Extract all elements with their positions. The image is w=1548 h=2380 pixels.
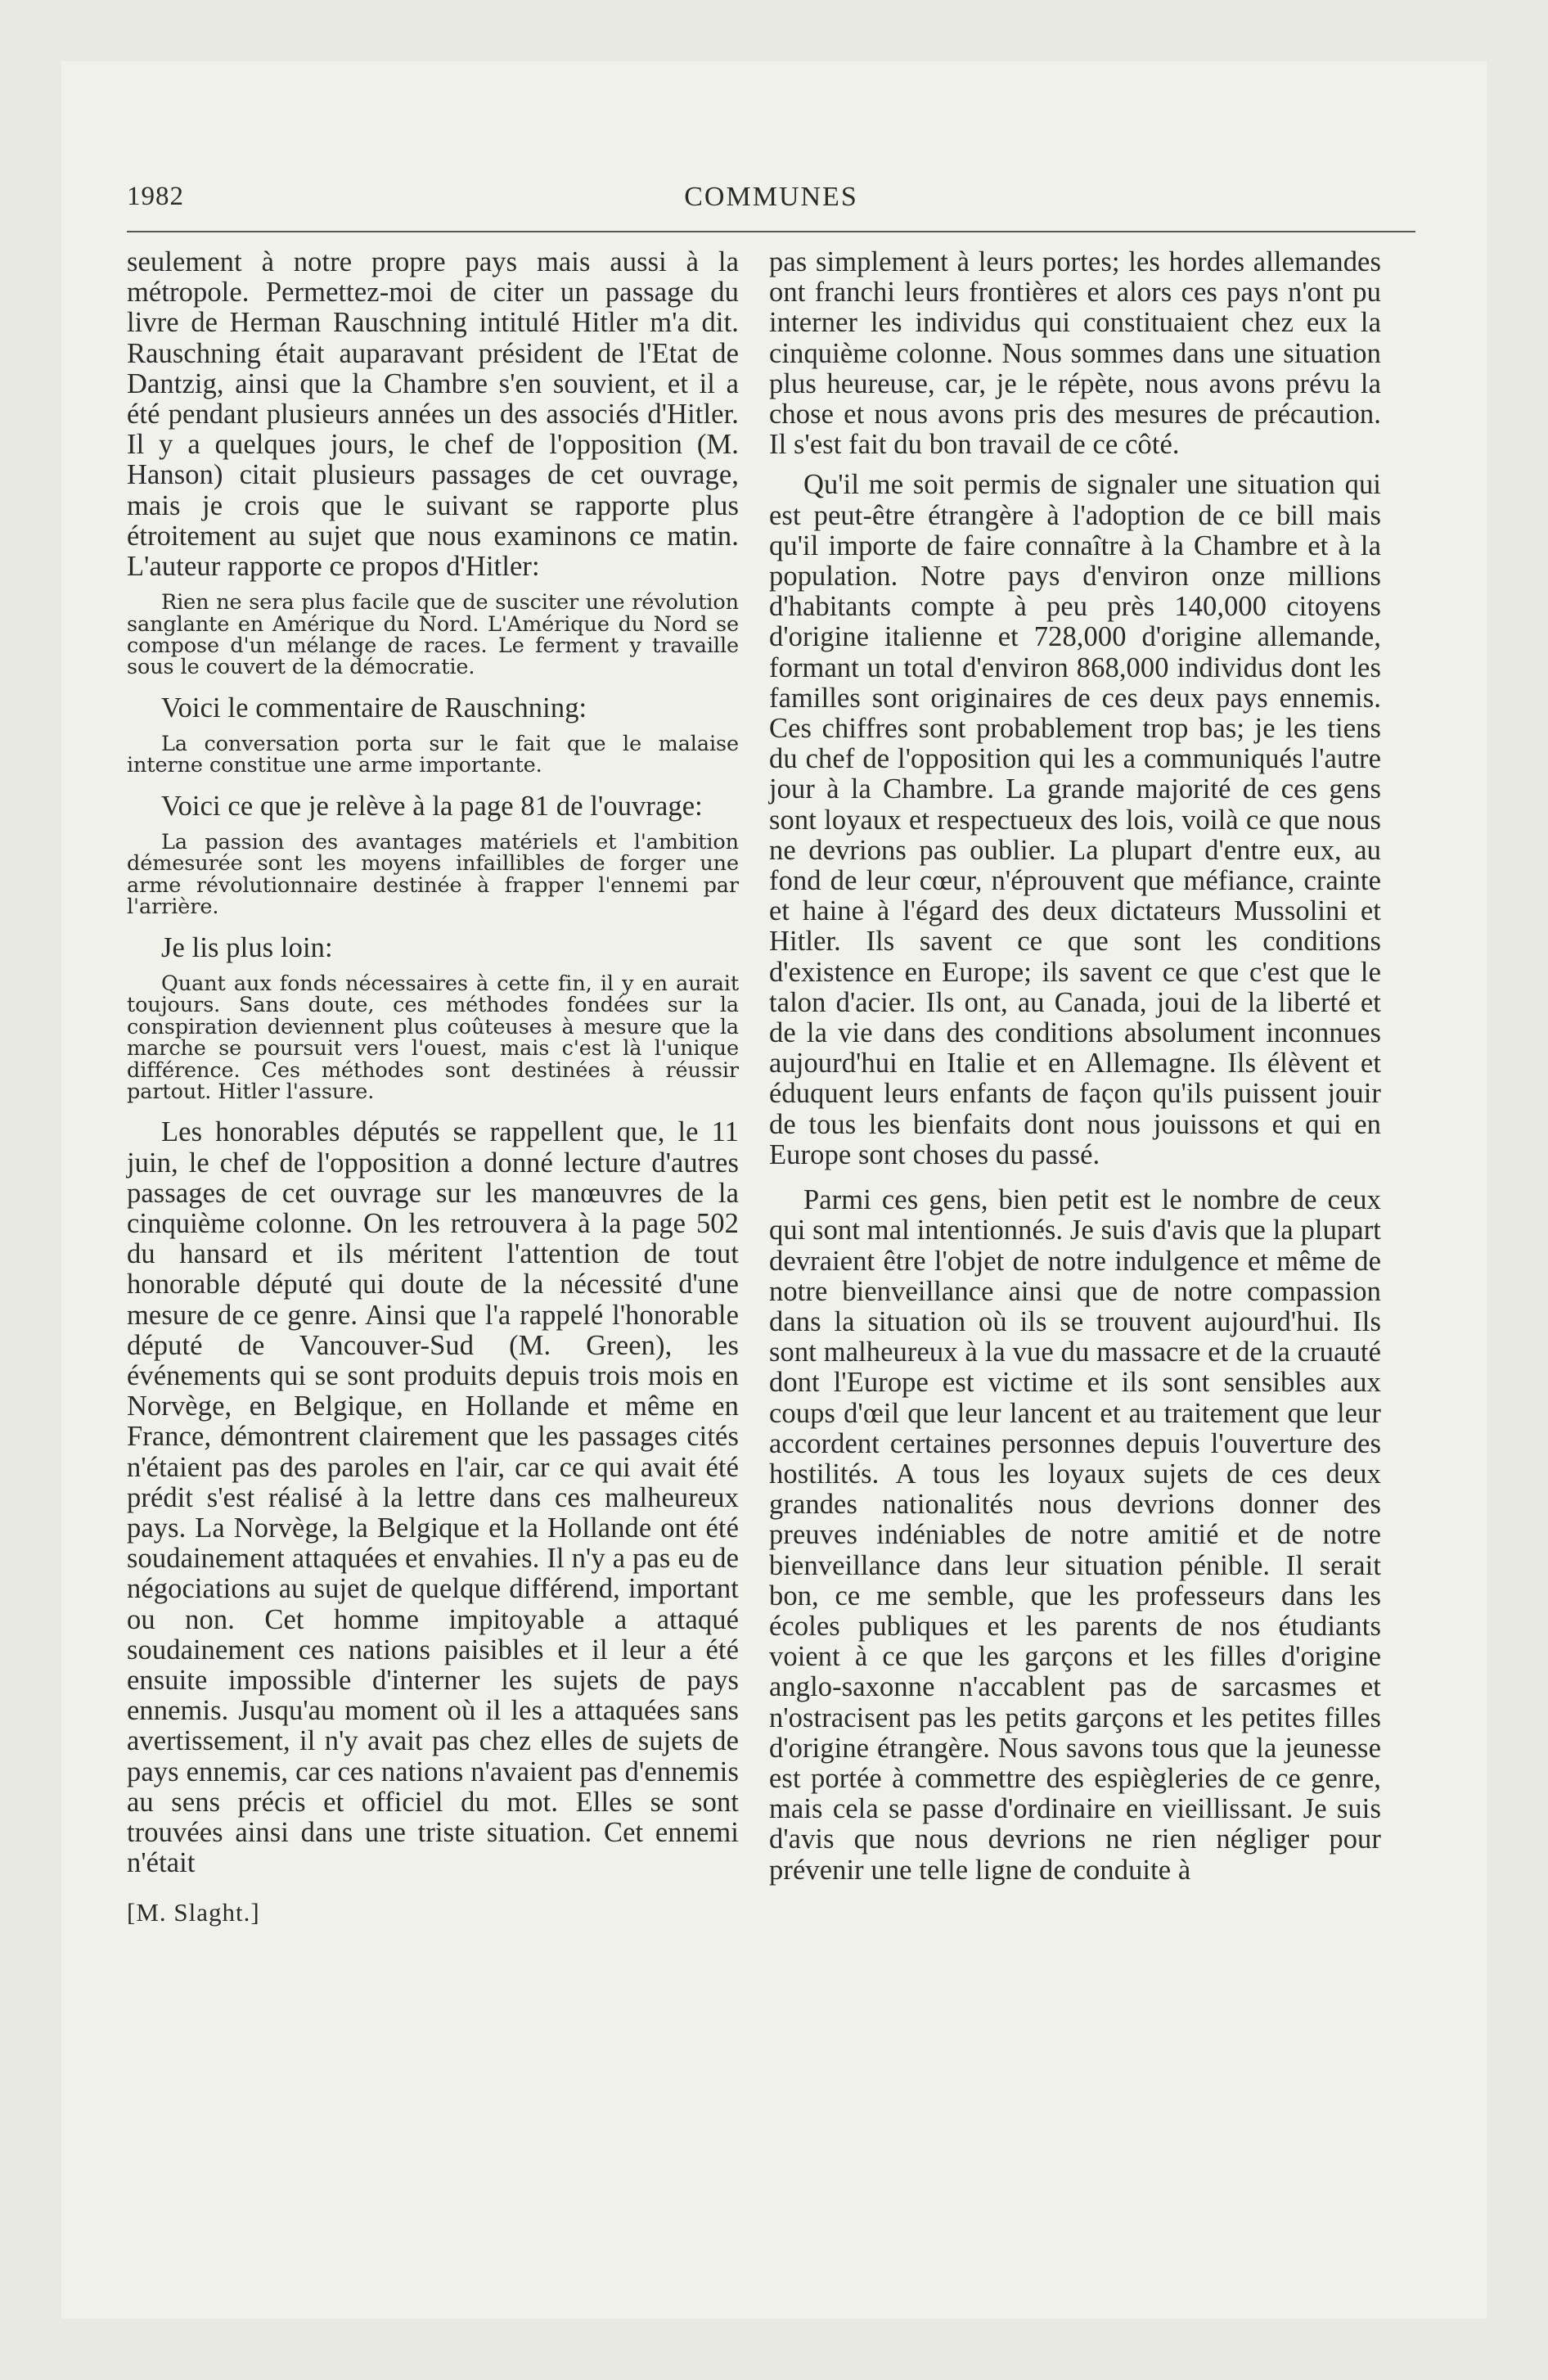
running-title: COMMUNES — [684, 182, 858, 212]
paragraph: Parmi ces gens, bien petit est le nombre de ceux qui sont mal intentionnés. Je suis d'avis que la plupart devraient être l'objet de notre indulgence et même de notre bienveillance ainsi que de notre compassion dans la situation où ils se trouvent aujourd'hui. Ils sont malheureux à la vue du massacre et de la cruauté dont l'Europe est victime et ils sont sensibles aux coups d'œil que leur lancent et au traitement que leur accordent certaines personnes depuis l'ouverture des hostilités. A tous les loyaux sujets de ces deux grandes nationalités nous devrions donner des preuves indéniables de notre amitié et de notre bienveillance dans leur situation pénible. Il serait bon, ce me semble, que les professeurs dans les écoles publiques et les parents de nos étudiants voient à ce que les garçons et les filles d'origine anglo-saxonne n'accablent pas de sarcasmes et n'ostracisent pas les petits garçons et les petites filles d'origine étrangère. Nous savons tous que la jeunesse est portée à commettre des espiègleries de ce genre, mais cela se passe d'ordinaire en vieillissant. Je suis d'avis que nous devrions ne rien négliger pour prévenir une telle ligne de conduite à — [769, 1184, 1381, 1886]
page-header — [127, 182, 1415, 218]
paragraph: pas simplement à leurs portes; les hordes allemandes ont franchi leurs frontières et alors ces pays n'ont pu interner les individus qui constituaient chez eux la cinquième colonne. Nous sommes dans une situation plus heureuse, car, je le répète, nous avons prévu la chose et nous avons pris des mesures de précaution. Il s'est fait du bon travail de ce côté. — [769, 246, 1381, 461]
block-quote: La passion des avantages matériels et l'ambition démesurée sont les moyens infaillibles de forger une arme révolutionnaire destinée à frapper l'ennemi par l'arrière. — [127, 830, 739, 920]
paragraph: Les honorables députés se rappellent que, le 11 juin, le chef de l'opposition a donné lecture d'autres passages de cet ouvrage sur les manœuvres de la cinquième colonne. On les retrouvera à la page 502 du hansard et ils méritent l'attention de tout honorable député qui doute de la nécessité d'une mesure de ce genre. Ainsi que l'a rappelé l'honorable député de Vancouver-Sud (M. Green), les événements qui se sont produits depuis trois mois en Norvège, en Belgique, en Hollande et même en France, démontrent clairement que les passages cités n'étaient pas des paroles en l'air, car ce qui avait été prédit s'est réalisé à la lettre dans ces malheureux pays. La Norvège, la Belgique et la Hollande ont été soudainement attaquées et envahies. Il n'y a pas eu de négociations au sujet de quelque différend, important ou non. Cet homme impitoyable a attaqué soudainement ces nations paisibles et il leur a été ensuite impossible d'interner les sujets de pays ennemis. Jusqu'au moment où il les a attaquées sans avertissement, il n'y avait pas chez elles de sujets de pays ennemis, car ces nations n'avaient pas d'ennemis au sens précis et officiel du mot. Elles se sont trouvées ainsi dans une triste situation. Cet ennemi n'était — [127, 1116, 739, 1879]
paragraph: Voici le commentaire de Rauschning: — [161, 692, 587, 723]
right-column — [769, 247, 1381, 1886]
header-rule — [127, 231, 1415, 232]
paragraph: Je lis plus loin: — [161, 931, 333, 963]
paragraph: Voici ce que je relève à la page 81 de l'ouvrage: — [161, 790, 703, 822]
block-quote: La conversation porta sur le fait que le malaise interne constitue une arme importante. — [127, 732, 739, 778]
paragraph: Qu'il me soit permis de signaler une situation qui est peut-être étrangère à l'adoption de ce bill mais qu'il importe de faire connaître à la Chambre et à la population. Notre pays d'environ onze millions d'habitants compte à peu près 140,000 citoyens d'origine italienne et 728,000 d'origine allemande, formant un total d'environ 868,000 individus dont les familles sont originaires de ces deux pays ennemis. Ces chiffres sont probablement trop bas; je les tiens du chef de l'opposition qui les a communiqués l'autre jour à la Chambre. La grande majorité de ces gens sont loyaux et respectueux des lois, voilà ce que nous ne devrions pas oublier. La plupart d'entre eux, au fond de leur cœur, n'éprouvent que méfiance, crainte et haine à l'égard des deux dictateurs Mussolini et Hitler. Ils savent ce que sont les conditions d'existence en Europe; ils savent ce que c'est que le talon d'acier. Ils ont, au Canada, joui de la liberté et de la vie dans des conditions absolument inconnues aujourd'hui en Italie et en Allemagne. Ils élèvent et éduquent leurs enfants de façon qu'ils puissent jouir de tous les bienfaits dont nous jouissons et qui en Europe sont choses du passé. — [769, 469, 1381, 1170]
page-number: 1982 — [127, 182, 184, 211]
block-quote: Quant aux fonds nécessaires à cette fin, il y en aurait toujours. Sans doute, ces méthodes fondées sur la conspiration deviennent plus coûteuses à mesure que la marche se poursuit vers l'ouest, mais c'est là l'unique différence. Ces méthodes sont destinées à réussir partout. Hitler l'assure. — [127, 971, 739, 1104]
block-quote: Rien ne sera plus facile que de susciter une révolution sanglante en Amérique du Nord. L'Amérique du Nord se compose d'un mélange de races. Le ferment y travaille sous le couvert de la démocratie. — [127, 590, 739, 680]
speaker-signature: [M. Slaght.] — [127, 1898, 260, 1927]
left-column — [127, 247, 739, 1927]
paragraph: seulement à notre propre pays mais aussi à la métropole. Permettez-moi de citer un passage du livre de Herman Rauschning intitulé Hitler m'a dit. Rauschning était auparavant président de l'Etat de Dantzig, ainsi que la Chambre s'en souvient, et il a été pendant plusieurs années un des associés d'Hitler. Il y a quelques jours, le chef de l'opposition (M. Hanson) citait plusieurs passages de cet ouvrage, mais je crois que le suivant se rapporte plus étroitement au sujet que nous examinons ce matin. L'auteur rapporte ce propos d'Hitler: — [127, 246, 739, 583]
